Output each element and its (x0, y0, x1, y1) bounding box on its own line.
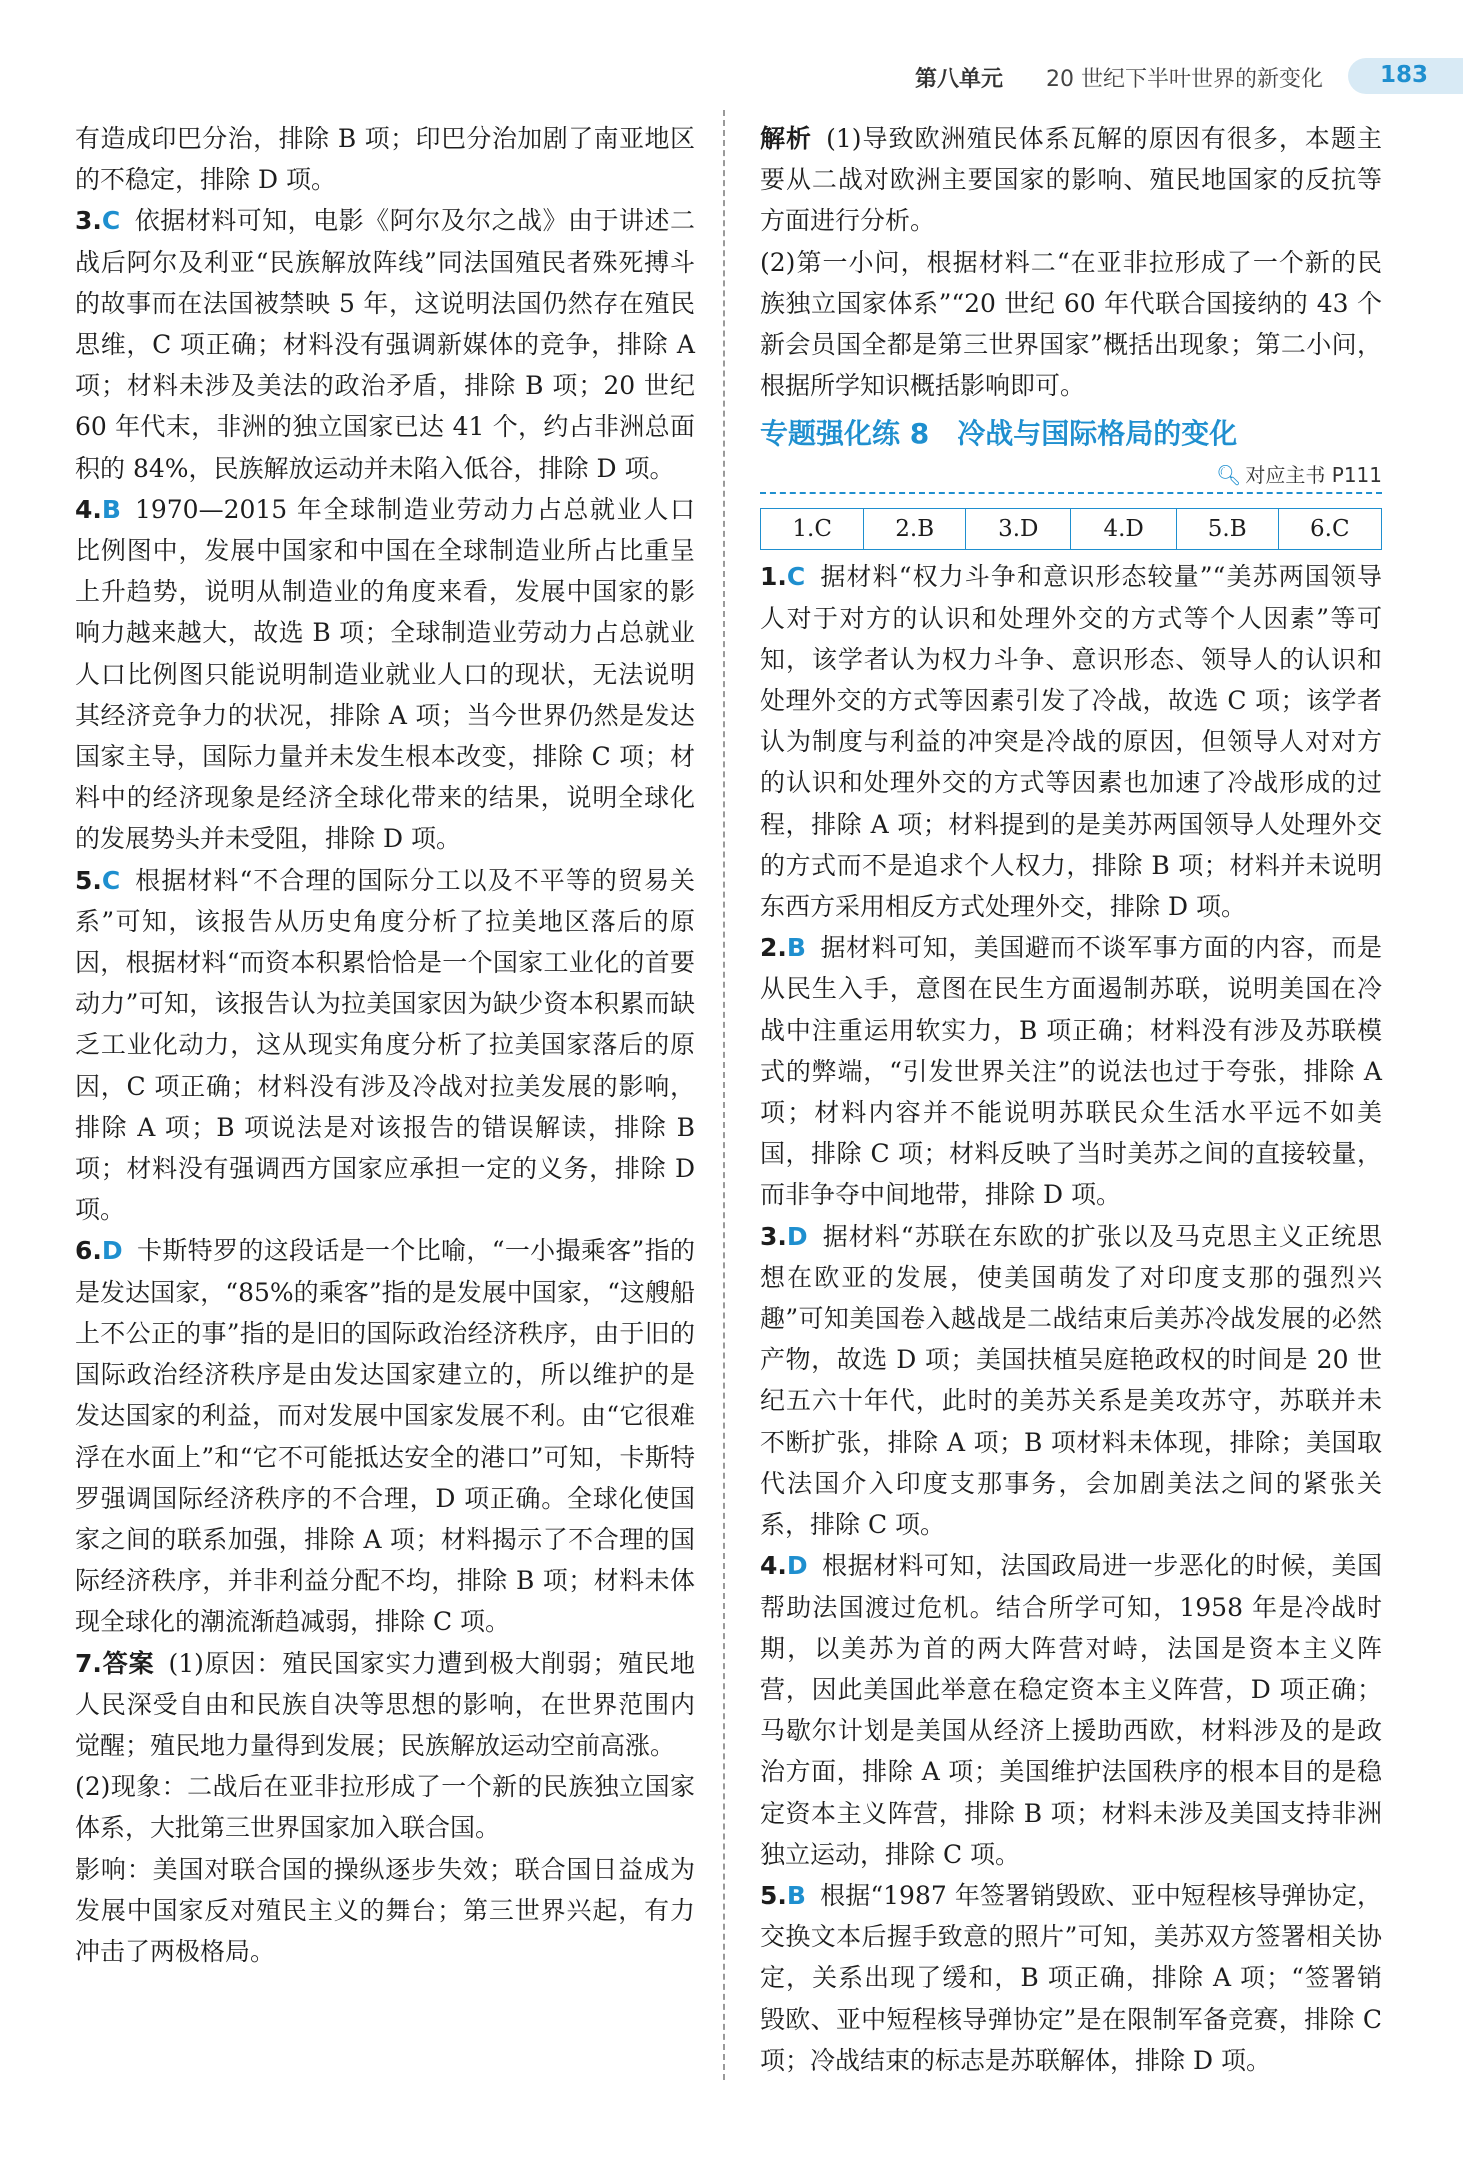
item-answer: C (101, 865, 121, 895)
section-title: 专题强化练 8 冷战与国际格局的变化 (760, 417, 1238, 451)
answer-key-cell: 4.D (1071, 509, 1176, 550)
item-number: 1. (760, 562, 787, 592)
right-column (760, 118, 1382, 2081)
answer-key-table (760, 508, 1382, 550)
item-explanation: 根据“1987 年签署销毁欧、亚中短程核导弹协定，交换文本后握手致意的照片”可知，美苏双方签署相关协定，关系出现了缓和，B 项正确，排除 A 项；“签署销毁欧、亚中短程核导弹协定”是在限制军备竞赛，排除 C 项；冷战结束的标志是苏联解体，排除 D 项。 (760, 1880, 1382, 2075)
page-number: 183 (1380, 62, 1429, 88)
answer-part-1: (1)原因：殖民国家实力遭到极大削弱；殖民地人民深受自由和民族自决等思想的影响，在世界范围内觉醒；殖民地力量得到发展；民族解放运动空前高涨。 (75, 1648, 695, 1760)
item-number: 4. (75, 494, 102, 524)
answer-part-3: 影响：美国对联合国的操纵逐步失效；联合国日益成为发展中国家反对殖民主义的舞台；第三世界兴起，有力冲击了两极格局。 (75, 1854, 695, 1966)
item-answer: B (786, 933, 806, 963)
item-explanation: 据材料“苏联在东欧的扩张以及马克思主义正统思想在欧亚的发展，使美国萌发了对印度支那的强烈兴趣”可知美国卷入越战是二战结束后美苏冷战发展的必然产物，故选 D 项；美国扶植吴庭艳政权的时间是 20 世纪五六十年代，此时的美苏关系是美攻苏守，苏联并未不断扩张，排除 A 项；B 项材料未体现，排除；美国取代法国介入印度支那事务，会加剧美法之间的紧张关系，排除 C 项。 (760, 1221, 1382, 1540)
answer-key-cell: 2.B (864, 509, 966, 550)
answer-item-3 (75, 200, 695, 488)
continued-text: 有造成印巴分治，排除 B 项；印巴分治加剧了南亚地区的不稳定，排除 D 项。 (75, 124, 695, 195)
search-icon: 🔍︎ (1216, 463, 1242, 488)
answer-item-4 (75, 489, 695, 860)
left-column (75, 118, 695, 1972)
practice-item-2 (760, 927, 1382, 1215)
item-number: 7. (75, 1648, 102, 1678)
practice-item-1 (760, 556, 1382, 927)
analysis-part-2: (2)第一小问，根据材料二“在亚非拉形成了一个新的民族独立国家体系”“20 世纪 60 年代联合国接纳的 43 个新会员国全都是第三世界国家”概括出现象；第二小问，根据所学知识概括影响即可。 (760, 247, 1382, 401)
item-explanation: 根据材料可知，法国政局进一步恶化的时候，美国帮助法国渡过危机。结合所学可知，1958 年是冷战时期，以美苏为首的两大阵营对峙，法国是资本主义阵营，因此美国此举意在稳定资本主义阵营，D 项正确；马歇尔计划是美国从经济上援助西欧，材料涉及的是政治方面，排除 A 项；美国维护法国秩序的根本目的是稳定资本主义阵营，排除 B 项；材料未涉及美国支持非洲独立运动，排除 C 项。 (760, 1551, 1382, 1869)
answer-key-cell: 5.B (1176, 509, 1278, 550)
answer-item-5 (75, 860, 695, 1231)
item-answer: B (101, 494, 121, 524)
item-number: 4. (760, 1551, 787, 1581)
analysis-part-1 (760, 118, 1382, 242)
item-explanation: 1970—2015 年全球制造业劳动力占总就业人口比例图中，发展中国家和中国在全球制造业所占比重呈上升趋势，说明从制造业的角度来看，发展中国家的影响力越来越大，故选 B 项；全球制造业劳动力占总就业人口比例图只能说明制造业就业人口的现状，无法说明其经济竞争力的状况，排除 A 项；当今世界仍然是发达国家主导，国际力量并未发生根本改变，排除 C 项；材料中的经济现象是经济全球化带来的结果，说明全球化的发展势头并未受阻，排除 D 项。 (75, 494, 695, 854)
unit-subtitle: 20 世纪下半叶世界的新变化 (1046, 67, 1323, 92)
item-number: 2. (760, 933, 787, 963)
column-divider (723, 110, 725, 2080)
item-number: 6. (75, 1236, 102, 1266)
practice-item-3 (760, 1216, 1382, 1546)
unit-label: 第八单元 (914, 67, 1003, 92)
analysis-label: 解析 (760, 124, 813, 153)
item-answer: D (101, 1236, 123, 1266)
analysis-text-1: (1)导致欧洲殖民体系瓦解的原因有很多，本题主要从二战对欧洲主要国家的影响、殖民地国家的反抗等方面进行分析。 (760, 124, 1382, 236)
item-explanation: 据材料可知，美国避而不谈军事方面的内容，而是从民生入手，意图在民生方面遏制苏联，说明美国在冷战中注重运用软实力，B 项正确；材料没有涉及苏联模式的弊端，“引发世界关注”的说法也过于夸张，排除 A 项；材料内容并不能说明苏联民众生活水平远不如美国，排除 C 项；材料反映了当时美苏之间的直接较量，而非争夺中间地带，排除 D 项。 (760, 933, 1382, 1210)
item-answer: D (786, 1221, 808, 1251)
answer-part-2: (2)现象：二战后在亚非拉形成了一个新的民族独立国家体系，大批第三世界国家加入联合国。 (75, 1772, 695, 1843)
practice-item-4 (760, 1545, 1382, 1875)
reference-line (760, 458, 1382, 494)
item-number: 5. (760, 1880, 787, 1910)
item-number: 5. (75, 865, 102, 895)
practice-item-5 (760, 1875, 1382, 2081)
answer-item-6 (75, 1230, 695, 1642)
item-answer: B (786, 1880, 806, 1910)
page-header (0, 58, 1463, 98)
answer-key-cell: 3.D (966, 509, 1071, 550)
reference-text: 对应主书 P111 (1245, 463, 1382, 488)
item-answer: C (786, 562, 806, 592)
item-explanation: 根据材料“不合理的国际分工以及不平等的贸易关系”可知，该报告从历史角度分析了拉美地区落后的原因，根据材料“而资本积累恰恰是一个国家工业化的首要动力”可知，该报告认为拉美国家因为缺少资本积累而缺乏工业化动力，这从现实角度分析了拉美国家落后的原因，C 项正确；材料没有涉及冷战对拉美发展的影响，排除 A 项；B 项说法是对该报告的错误解读，排除 B 项；材料没有强调西方国家应承担一定的义务，排除 D 项。 (75, 865, 695, 1225)
answer-key-cell: 6.C (1278, 509, 1381, 550)
answer-item-7 (75, 1643, 695, 1767)
item-explanation: 依据材料可知，电影《阿尔及尔之战》由于讲述二战后阿尔及利亚“民族解放阵线”同法国殖民者殊死搏斗的故事而在法国被禁映 5 年，这说明法国仍然存在殖民思维，C 项正确；材料没有强调新媒体的竞争，排除 A 项；材料未涉及美法的政治矛盾，排除 B 项；20 世纪 60 年代末，非洲的独立国家已达 41 个，约占非洲总面积的 84%，民族解放运动并未陷入低谷，排除 D 项。 (75, 206, 695, 483)
item-number: 3. (760, 1221, 787, 1251)
item-explanation: 卡斯特罗的这段话是一个比喻，“一小撮乘客”指的是发达国家，“85%的乘客”指的是发展中国家，“这艘船上不公正的事”指的是旧的国际政治经济秩序，由于旧的国际政治经济秩序是由发达国家建立的，所以维护的是发达国家的利益，而对发展中国家发展不利。由“它很难浮在水面上”和“它不可能抵达安全的港口”可知，卡斯特罗强调国际经济秩序的不合理，D 项正确。全球化使国家之间的联系加强，排除 A 项；材料揭示了不合理的国际经济秩序，并非利益分配不均，排除 B 项；材料未体现全球化的潮流渐趋减弱，排除 C 项。 (75, 1236, 695, 1637)
item-answer: C (101, 206, 121, 236)
page-number-badge (1348, 58, 1463, 94)
answer-label: 答案 (101, 1648, 155, 1678)
item-answer: D (786, 1551, 808, 1581)
item-explanation: 据材料“权力斗争和意识形态较量”“美苏两国领导人对于对方的认识和处理外交的方式等个人因素”等可知，该学者认为权力斗争、意识形态、领导人的认识和处理外交的方式等因素引发了冷战，故选 C 项；该学者认为制度与利益的冲突是冷战的原因，但领导人对对方的认识和处理外交的方式等因素也加速了冷战形成的过程，排除 A 项；材料提到的是美苏两国领导人处理外交的方式而不是追求个人权力，排除 B 项；材料并未说明东西方采用相反方式处理外交，排除 D 项。 (760, 562, 1382, 922)
answer-key-cell: 1.C (761, 509, 864, 550)
item-number: 3. (75, 206, 102, 236)
